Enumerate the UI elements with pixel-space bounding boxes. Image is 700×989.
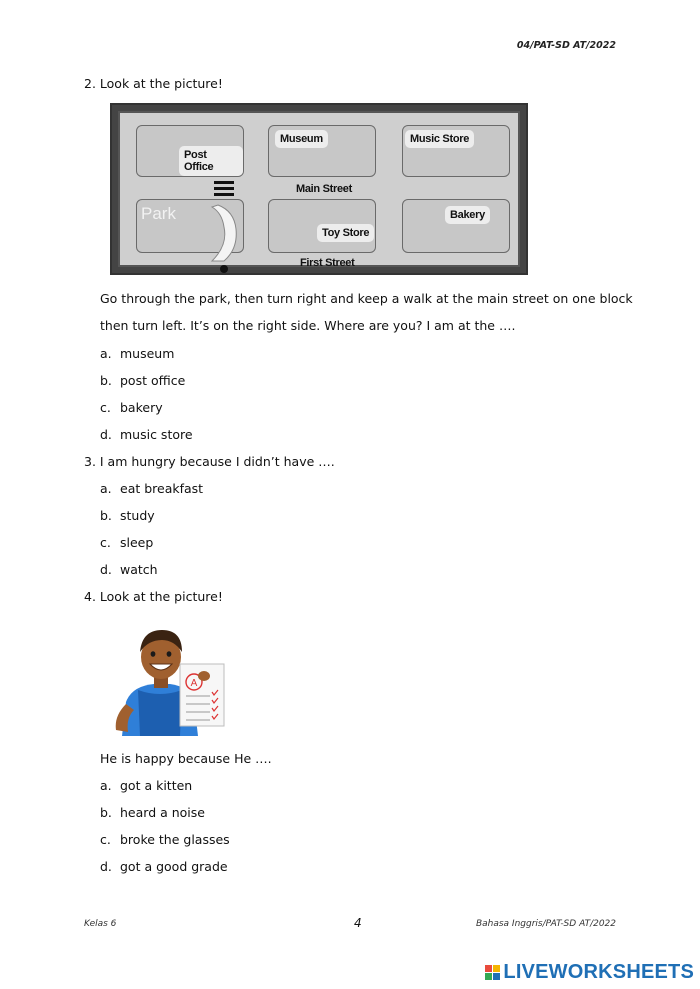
block-post-office <box>136 125 244 177</box>
park-label: Park <box>141 204 176 223</box>
liveworksheets-logo[interactable] <box>485 961 694 984</box>
option-letter: d. <box>100 427 112 442</box>
option-letter: d. <box>100 859 112 874</box>
q2-text-line2: then turn left. It’s on the right side. Where are you? I am at the …. <box>100 318 516 333</box>
museum-label: Museum <box>275 130 328 148</box>
option-text: eat breakfast <box>120 481 204 496</box>
post-office-label: Post Office <box>179 146 243 176</box>
q4-prompt: 4. Look at the picture! <box>84 589 223 604</box>
q2-prompt: 2. Look at the picture! <box>84 76 223 91</box>
block-museum <box>268 125 376 177</box>
q4-question: He is happy because He …. <box>100 751 272 766</box>
option-letter: a. <box>100 481 112 496</box>
option-text: music store <box>120 427 193 442</box>
grade-label: A <box>190 678 198 689</box>
block-toy-store <box>268 199 376 253</box>
q2-option-a[interactable] <box>100 346 174 361</box>
option-text: museum <box>120 346 175 361</box>
q4-option-b[interactable] <box>100 805 205 820</box>
street-map <box>110 103 528 275</box>
happy-boy-with-test-image <box>108 624 232 736</box>
option-text: watch <box>120 562 158 577</box>
main-street-label: Main Street <box>296 183 352 195</box>
option-text: heard a noise <box>120 805 205 820</box>
option-text: got a good grade <box>120 859 228 874</box>
map-area <box>118 111 520 267</box>
option-letter: b. <box>100 373 112 388</box>
q3-option-a[interactable] <box>100 481 203 496</box>
option-text: bakery <box>120 400 163 415</box>
q4-option-c[interactable] <box>100 832 230 847</box>
option-letter: d. <box>100 562 112 577</box>
option-letter: c. <box>100 832 111 847</box>
bakery-label: Bakery <box>445 206 490 224</box>
footer-subject: Bahasa Inggris/PAT-SD AT/2022 <box>475 919 616 929</box>
q3-prompt: 3. I am hungry because I didn’t have …. <box>84 454 335 469</box>
toy-store-label: Toy Store <box>317 224 374 242</box>
block-music-store <box>402 125 510 177</box>
option-text: got a kitten <box>120 778 193 793</box>
first-street-label: First Street <box>300 257 355 269</box>
option-letter: b. <box>100 805 112 820</box>
q2-option-b[interactable] <box>100 373 185 388</box>
option-text: broke the glasses <box>120 832 230 847</box>
page-number: 4 <box>354 916 362 930</box>
option-letter: c. <box>100 400 111 415</box>
block-bakery <box>402 199 510 253</box>
option-text: post office <box>120 373 186 388</box>
option-letter: a. <box>100 778 112 793</box>
music-store-label: Music Store <box>405 130 474 148</box>
q3-option-c[interactable] <box>100 535 153 550</box>
option-letter: c. <box>100 535 111 550</box>
logo-grid-icon <box>485 965 500 980</box>
q3-option-d[interactable] <box>100 562 158 577</box>
q2-option-c[interactable] <box>100 400 163 415</box>
option-letter: a. <box>100 346 112 361</box>
q2-option-d[interactable] <box>100 427 193 442</box>
document-code: 04/PAT-SD AT/2022 <box>516 40 616 51</box>
park-path-icon <box>200 179 250 275</box>
option-text: study <box>120 508 155 523</box>
q4-option-d[interactable] <box>100 859 228 874</box>
q2-text-line1: Go through the park, then turn right and keep a walk at the main street on one block <box>100 291 633 306</box>
q3-option-b[interactable] <box>100 508 155 523</box>
footer-class: Kelas 6 <box>84 919 117 929</box>
option-letter: b. <box>100 508 112 523</box>
logo-text: LIVEWORKSHEETS <box>503 961 694 983</box>
option-text: sleep <box>120 535 154 550</box>
q4-option-a[interactable] <box>100 778 192 793</box>
